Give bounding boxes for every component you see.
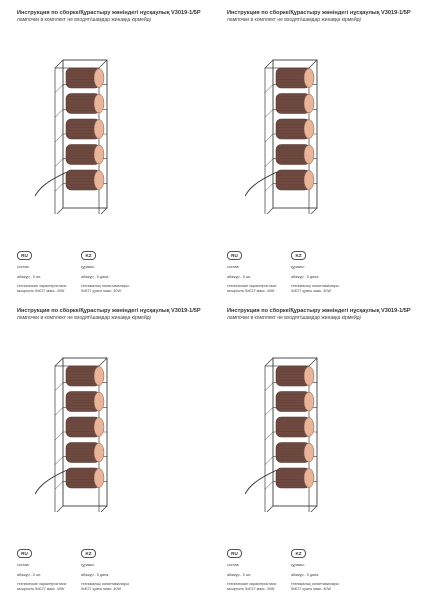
instruction-card bbox=[225, 308, 420, 598]
frame-rung-side bbox=[55, 432, 63, 440]
card-subtitle: лампочки в комплект не входят/шамдар жинаққа кірмейді bbox=[17, 17, 151, 23]
shade-opening bbox=[94, 418, 104, 437]
card-title: Инструкция по сборке/Құрастыру жөніндегі нұсқаулық V3019-1/5P bbox=[17, 10, 201, 16]
card-title: Инструкция по сборке/Құрастыру жөніндегі нұсқаулық V3019-1/5P bbox=[227, 308, 411, 314]
ru-section bbox=[17, 542, 87, 591]
ru-badge: RU bbox=[17, 251, 32, 260]
ru-shade-count: абажур - 5 шт. bbox=[17, 572, 42, 577]
shade-opening bbox=[304, 418, 314, 437]
kz-shade-count: абажур - 5 дана. bbox=[81, 274, 110, 279]
shade-opening bbox=[94, 120, 104, 139]
ru-power-spec: мощность 5xE27 макс. 40W bbox=[17, 586, 65, 591]
kz-badge: KZ bbox=[291, 549, 306, 558]
frame-back bbox=[265, 366, 309, 512]
frame-rung-side bbox=[265, 432, 273, 440]
shade-opening bbox=[304, 69, 314, 88]
frame-edge bbox=[265, 358, 273, 366]
frame-rung-side bbox=[55, 85, 63, 93]
ru-composition-label: состав: bbox=[17, 265, 30, 269]
kz-composition-label: құрамы: bbox=[81, 265, 95, 269]
kz-section bbox=[291, 244, 361, 293]
frame-edge bbox=[55, 208, 63, 214]
frame-rung-side bbox=[265, 481, 273, 489]
shade-opening bbox=[94, 94, 104, 113]
ru-badge: RU bbox=[17, 549, 32, 558]
instruction-card bbox=[225, 10, 420, 300]
kz-badge: KZ bbox=[291, 251, 306, 260]
shade-opening bbox=[304, 469, 314, 488]
frame-edge bbox=[55, 358, 63, 366]
ru-specs-label: технические характеристики: bbox=[227, 284, 277, 289]
ru-power-spec: мощность 5xE27 макс. 40W bbox=[227, 586, 275, 591]
card-subtitle: лампочки в комплект не входят/шамдар жинаққа кірмейді bbox=[227, 17, 361, 23]
kz-power-spec: 5xE27 қуаты макс. 40W bbox=[81, 288, 121, 293]
kz-shade-count: абажур - 5 дана. bbox=[291, 274, 320, 279]
ru-power-spec: мощность 5xE27 макс. 40W bbox=[17, 288, 65, 293]
kz-specs-label: техникалық сипаттамалары: bbox=[291, 582, 340, 587]
shade-opening bbox=[304, 443, 314, 462]
shade-opening bbox=[304, 94, 314, 113]
frame-rung-side bbox=[55, 134, 63, 142]
kz-shade-count: абажур - 5 дана. bbox=[81, 572, 110, 577]
ru-section bbox=[17, 244, 87, 293]
kz-power-spec: 5xE27 қуаты макс. 40W bbox=[291, 288, 331, 293]
frame-back bbox=[55, 366, 99, 512]
ru-specs-label: технические характеристики: bbox=[17, 582, 67, 587]
card-subtitle: лампочки в комплект не входят/шамдар жинаққа кірмейді bbox=[227, 315, 361, 321]
frame-edge bbox=[309, 358, 317, 366]
frame-edge bbox=[265, 60, 273, 68]
ru-composition-label: состав: bbox=[227, 265, 240, 269]
shade-opening bbox=[94, 392, 104, 411]
instruction-card bbox=[15, 308, 210, 598]
ru-specs-label: технические характеристики: bbox=[17, 284, 67, 289]
frame-rung-side bbox=[265, 134, 273, 142]
frame-edge bbox=[309, 60, 317, 68]
kz-power-spec: 5xE27 қуаты макс. 40W bbox=[291, 586, 331, 591]
shade-opening bbox=[94, 469, 104, 488]
shade-opening bbox=[304, 392, 314, 411]
floor-lamp-illustration bbox=[245, 54, 335, 214]
ru-shade-count: абажур - 5 шт. bbox=[227, 572, 252, 577]
frame-rung-side bbox=[265, 159, 273, 167]
frame-edge bbox=[265, 506, 273, 512]
ru-shade-count: абажур - 5 шт. bbox=[17, 274, 42, 279]
frame-back bbox=[55, 68, 99, 214]
kz-specs-label: техникалық сипаттамалары: bbox=[81, 582, 130, 587]
kz-power-spec: 5xE27 қуаты макс. 40W bbox=[81, 586, 121, 591]
kz-composition-label: құрамы: bbox=[291, 265, 305, 269]
kz-composition-label: құрамы: bbox=[81, 563, 95, 567]
ru-composition-label: состав: bbox=[227, 563, 240, 567]
frame-edge bbox=[99, 60, 107, 68]
kz-specs-label: техникалық сипаттамалары: bbox=[81, 284, 130, 289]
frame-rung-side bbox=[55, 109, 63, 117]
frame-edge bbox=[309, 506, 317, 512]
ru-badge: RU bbox=[227, 549, 242, 558]
shade-opening bbox=[94, 69, 104, 88]
frame-edge bbox=[99, 506, 107, 512]
frame-rung-side bbox=[265, 407, 273, 415]
frame-rung-side bbox=[55, 481, 63, 489]
frame-rung-side bbox=[265, 85, 273, 93]
kz-badge: KZ bbox=[81, 549, 96, 558]
frame-rung-side bbox=[55, 407, 63, 415]
frame-edge bbox=[99, 208, 107, 214]
kz-section bbox=[81, 542, 151, 591]
shade-opening bbox=[304, 171, 314, 190]
shade-opening bbox=[94, 171, 104, 190]
frame-rung-side bbox=[265, 183, 273, 191]
frame-edge bbox=[99, 358, 107, 366]
frame-edge bbox=[55, 60, 63, 68]
shade-opening bbox=[94, 367, 104, 386]
card-subtitle: лампочки в комплект не входят/шамдар жинаққа кірмейді bbox=[17, 315, 151, 321]
ru-badge: RU bbox=[227, 251, 242, 260]
frame-rung-side bbox=[265, 383, 273, 391]
ru-composition-label: состав: bbox=[17, 563, 30, 567]
kz-section bbox=[81, 244, 151, 293]
kz-shade-count: абажур - 5 дана. bbox=[291, 572, 320, 577]
shade-opening bbox=[304, 145, 314, 164]
ru-specs-label: технические характеристики: bbox=[227, 582, 277, 587]
shade-opening bbox=[304, 367, 314, 386]
kz-section bbox=[291, 542, 361, 591]
frame-rung-side bbox=[55, 183, 63, 191]
floor-lamp-illustration bbox=[35, 352, 125, 512]
ru-power-spec: мощность 5xE27 макс. 40W bbox=[227, 288, 275, 293]
floor-lamp-illustration bbox=[245, 352, 335, 512]
card-title: Инструкция по сборке/Құрастыру жөніндегі нұсқаулық V3019-1/5P bbox=[227, 10, 411, 16]
frame-rung-side bbox=[55, 457, 63, 465]
frame-rung-side bbox=[55, 383, 63, 391]
frame-edge bbox=[309, 208, 317, 214]
ru-section bbox=[227, 244, 297, 293]
instruction-card bbox=[15, 10, 210, 300]
ru-section bbox=[227, 542, 297, 591]
frame-back bbox=[265, 68, 309, 214]
card-title: Инструкция по сборке/Құрастыру жөніндегі нұсқаулық V3019-1/5P bbox=[17, 308, 201, 314]
kz-specs-label: техникалық сипаттамалары: bbox=[291, 284, 340, 289]
kz-badge: KZ bbox=[81, 251, 96, 260]
ru-shade-count: абажур - 5 шт. bbox=[227, 274, 252, 279]
frame-rung-side bbox=[55, 159, 63, 167]
kz-composition-label: құрамы: bbox=[291, 563, 305, 567]
frame-rung-side bbox=[265, 109, 273, 117]
frame-rung-side bbox=[265, 457, 273, 465]
frame-edge bbox=[55, 506, 63, 512]
shade-opening bbox=[94, 145, 104, 164]
shade-opening bbox=[94, 443, 104, 462]
frame-edge bbox=[265, 208, 273, 214]
floor-lamp-illustration bbox=[35, 54, 125, 214]
shade-opening bbox=[304, 120, 314, 139]
